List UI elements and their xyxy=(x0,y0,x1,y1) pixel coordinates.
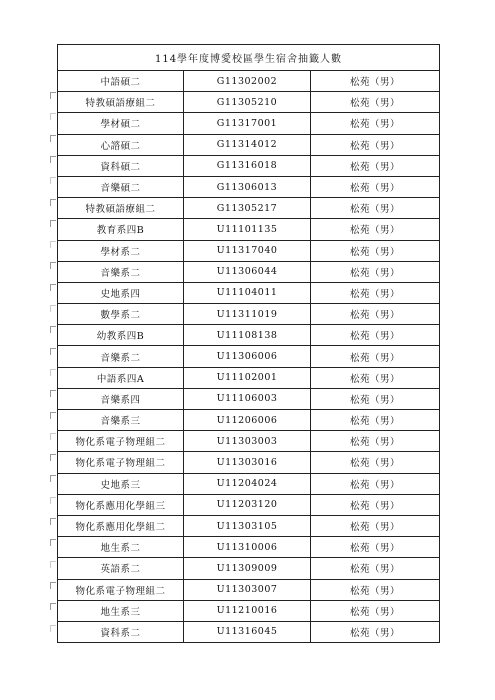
student-id-cell: U11303003 xyxy=(184,431,311,452)
scan-mark xyxy=(50,199,56,206)
dorm-cell: 松苑（男） xyxy=(311,621,440,642)
dorm-cell: 松苑（男） xyxy=(311,261,440,282)
department-cell: 心諮碩二 xyxy=(58,134,184,155)
department-cell: 資科系二 xyxy=(58,621,184,642)
department-cell: 音樂系二 xyxy=(58,261,184,282)
student-id-cell: U11303105 xyxy=(184,515,311,536)
scan-mark xyxy=(50,561,56,568)
student-id-cell: U11316045 xyxy=(184,621,311,642)
table-row xyxy=(58,579,440,600)
scan-mark xyxy=(50,113,56,120)
dorm-cell: 松苑（男） xyxy=(311,92,440,113)
dorm-cell: 松苑（男） xyxy=(311,346,440,367)
table-row xyxy=(58,71,440,92)
dorm-cell: 松苑（男） xyxy=(311,240,440,261)
dorm-cell: 松苑（男） xyxy=(311,325,440,346)
department-cell: 中語碩二 xyxy=(58,71,184,92)
dorm-cell: 松苑（男） xyxy=(311,410,440,431)
table-row xyxy=(58,388,440,409)
dorm-cell: 松苑（男） xyxy=(311,176,440,197)
student-id-cell: U11101135 xyxy=(184,219,311,240)
student-id-cell: U11108138 xyxy=(184,325,311,346)
table-row xyxy=(58,261,440,282)
scan-mark xyxy=(50,518,56,525)
scan-mark xyxy=(50,433,56,440)
scan-mark xyxy=(50,603,56,610)
dorm-cell: 松苑（男） xyxy=(311,198,440,219)
dorm-cell: 松苑（男） xyxy=(311,282,440,303)
table-row xyxy=(58,410,440,431)
student-id-cell: U11311019 xyxy=(184,304,311,325)
table-row xyxy=(58,515,440,536)
student-id-cell: U11210016 xyxy=(184,600,311,621)
scan-mark xyxy=(50,390,56,397)
student-id-cell: G11306013 xyxy=(184,176,311,197)
student-id-cell: G11316018 xyxy=(184,155,311,176)
department-cell: 學材系二 xyxy=(58,240,184,261)
scan-mark xyxy=(50,262,56,269)
table-row xyxy=(58,621,440,642)
table-row xyxy=(58,282,440,303)
department-cell: 資科碩二 xyxy=(58,155,184,176)
table-row xyxy=(58,494,440,515)
scan-mark xyxy=(50,241,56,248)
student-id-cell: U11204024 xyxy=(184,473,311,494)
department-cell: 英語系二 xyxy=(58,558,184,579)
table-row xyxy=(58,558,440,579)
table-row xyxy=(58,537,440,558)
student-id-cell: U11106003 xyxy=(184,388,311,409)
student-id-cell: U11310006 xyxy=(184,537,311,558)
scan-mark xyxy=(50,348,56,355)
department-cell: 特教碩語療組二 xyxy=(58,92,184,113)
scan-mark xyxy=(50,625,56,632)
scan-mark xyxy=(50,135,56,142)
table-row xyxy=(58,452,440,473)
table-row xyxy=(58,219,440,240)
department-cell: 特教碩語療組二 xyxy=(58,198,184,219)
department-cell: 地生系二 xyxy=(58,537,184,558)
scan-mark xyxy=(50,92,56,99)
table-row xyxy=(58,367,440,388)
department-cell: 幼教系四B xyxy=(58,325,184,346)
scan-mark xyxy=(50,369,56,376)
department-cell: 數學系二 xyxy=(58,304,184,325)
scan-mark xyxy=(50,412,56,419)
department-cell: 音樂系三 xyxy=(58,410,184,431)
dorm-cell: 松苑（男） xyxy=(311,155,440,176)
student-id-cell: U11102001 xyxy=(184,367,311,388)
department-cell: 地生系三 xyxy=(58,600,184,621)
table-title-row xyxy=(58,45,440,71)
dorm-cell: 松苑（男） xyxy=(311,579,440,600)
table-row xyxy=(58,600,440,621)
dorm-cell: 松苑（男） xyxy=(311,558,440,579)
dorm-cell: 松苑（男） xyxy=(311,388,440,409)
dorm-cell: 松苑（男） xyxy=(311,473,440,494)
document-page xyxy=(57,44,439,643)
table-row xyxy=(58,473,440,494)
department-cell: 音樂碩二 xyxy=(58,176,184,197)
scan-margin-marks xyxy=(50,70,56,630)
dorm-cell: 松苑（男） xyxy=(311,494,440,515)
dorm-cell: 松苑（男） xyxy=(311,452,440,473)
table-row xyxy=(58,304,440,325)
scan-mark xyxy=(50,454,56,461)
dorm-cell: 松苑（男） xyxy=(311,515,440,536)
scan-mark xyxy=(50,497,56,504)
dorm-cell: 松苑（男） xyxy=(311,367,440,388)
department-cell: 物化系電子物理組二 xyxy=(58,579,184,600)
dorm-cell: 松苑（男） xyxy=(311,431,440,452)
student-id-cell: U11206006 xyxy=(184,410,311,431)
table-row xyxy=(58,92,440,113)
scan-mark xyxy=(50,156,56,163)
scan-mark xyxy=(50,220,56,227)
dorm-cell: 松苑（男） xyxy=(311,600,440,621)
department-cell: 物化系應用化學組二 xyxy=(58,515,184,536)
scan-mark xyxy=(50,177,56,184)
department-cell: 史地系四 xyxy=(58,282,184,303)
student-id-cell: U11317040 xyxy=(184,240,311,261)
dorm-cell: 松苑（男） xyxy=(311,71,440,92)
table-row xyxy=(58,325,440,346)
student-id-cell: U11306006 xyxy=(184,346,311,367)
department-cell: 學材碩二 xyxy=(58,113,184,134)
department-cell: 中語系四A xyxy=(58,367,184,388)
department-cell: 物化系電子物理組二 xyxy=(58,431,184,452)
department-cell: 物化系應用化學組三 xyxy=(58,494,184,515)
department-cell: 物化系電子物理組二 xyxy=(58,452,184,473)
student-id-cell: G11305217 xyxy=(184,198,311,219)
department-cell: 音樂系四 xyxy=(58,388,184,409)
dorm-cell: 松苑（男） xyxy=(311,304,440,325)
scan-mark xyxy=(50,284,56,291)
student-id-cell: U11203120 xyxy=(184,494,311,515)
scan-mark xyxy=(50,475,56,482)
table-row xyxy=(58,240,440,261)
dorm-cell: 松苑（男） xyxy=(311,219,440,240)
table-row xyxy=(58,198,440,219)
dorm-cell: 松苑（男） xyxy=(311,113,440,134)
department-cell: 音樂系二 xyxy=(58,346,184,367)
dorm-cell: 松苑（男） xyxy=(311,134,440,155)
department-cell: 教育系四B xyxy=(58,219,184,240)
table-title: 114學年度博愛校區學生宿舍抽籤人數 xyxy=(58,45,440,71)
scan-mark xyxy=(50,326,56,333)
table-row xyxy=(58,346,440,367)
department-cell: 史地系三 xyxy=(58,473,184,494)
scan-mark xyxy=(50,305,56,312)
student-id-cell: G11317001 xyxy=(184,113,311,134)
student-id-cell: U11306044 xyxy=(184,261,311,282)
student-id-cell: G11305210 xyxy=(184,92,311,113)
table-row xyxy=(58,431,440,452)
table-row xyxy=(58,155,440,176)
table-row xyxy=(58,176,440,197)
dorm-lottery-table xyxy=(57,44,440,643)
scan-mark xyxy=(50,582,56,589)
student-id-cell: U11309009 xyxy=(184,558,311,579)
scan-mark xyxy=(50,539,56,546)
dorm-cell: 松苑（男） xyxy=(311,537,440,558)
student-id-cell: U11104011 xyxy=(184,282,311,303)
student-id-cell: U11303007 xyxy=(184,579,311,600)
student-id-cell: G11302002 xyxy=(184,71,311,92)
table-row xyxy=(58,134,440,155)
student-id-cell: G11314012 xyxy=(184,134,311,155)
student-id-cell: U11303016 xyxy=(184,452,311,473)
table-row xyxy=(58,113,440,134)
